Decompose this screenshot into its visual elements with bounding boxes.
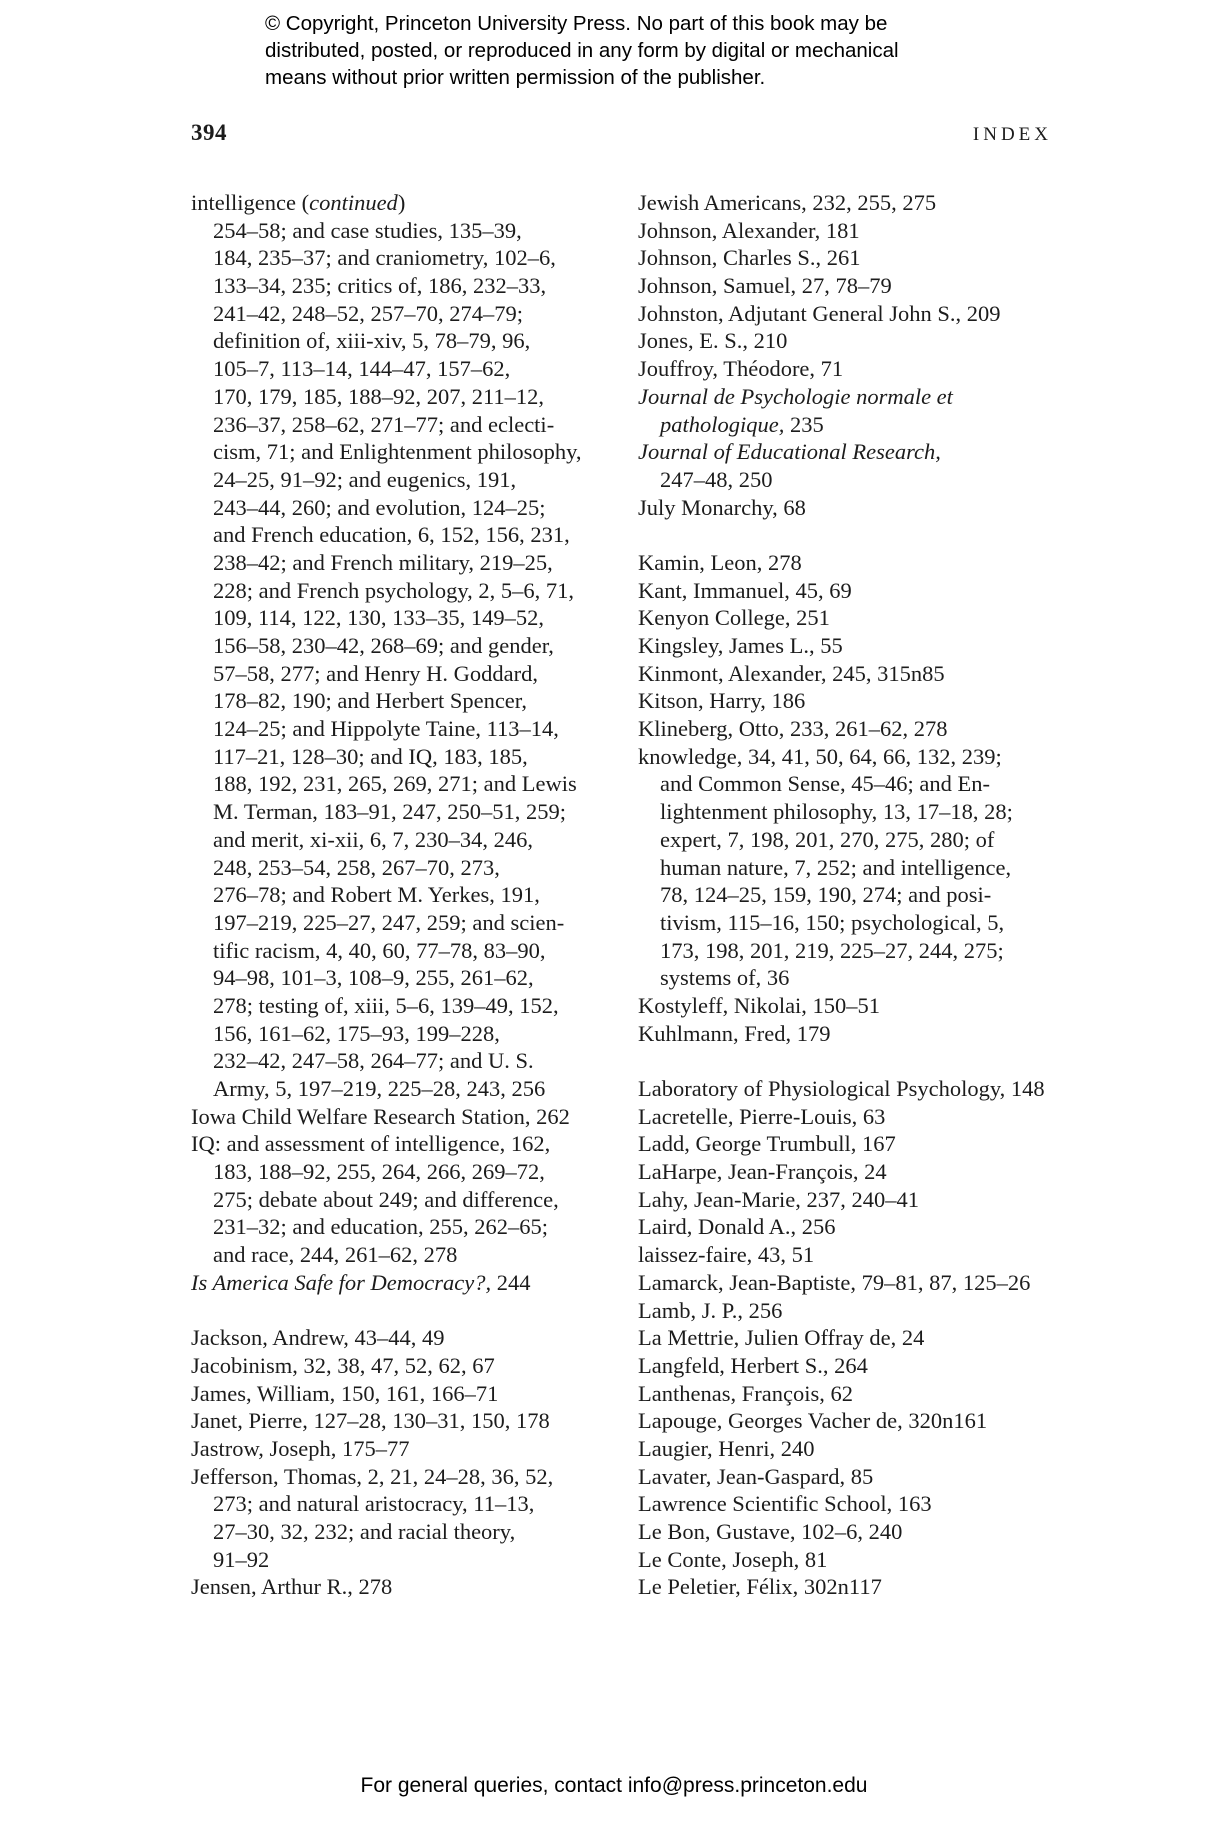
index-entry-line [638,272,1078,300]
entry-text: 178–82, 190; and Herbert Spencer, [213,688,528,714]
entry-text: 109, 114, 122, 130, 133–35, 149–52, [213,605,545,631]
index-subentry-line [191,1241,621,1269]
index-entry-line [191,1103,621,1131]
index-entry-line [191,1130,621,1158]
entry-text: 156–58, 230–42, 268–69; and gender, [213,633,554,658]
entry-text: Kostyleff, Nikolai, 150–51 [638,992,881,1018]
entry-text: 243–44, 260; and evolution, 124–25; [213,494,546,520]
entry-text: 247–48, 250 [660,466,773,492]
entry-spacer [191,1297,621,1325]
index-subentry-line [191,549,621,577]
entry-text: expert, 7, 198, 201, 270, 275, 280; of [660,826,995,852]
index-subentry-line [191,383,621,411]
index-subentry-line [191,272,621,300]
index-subentry-line [191,577,621,605]
index-entry-line [191,1573,621,1601]
entry-text: 183, 188–92, 255, 264, 266, 269–72, [213,1159,545,1185]
entry-spacer [638,1047,1078,1075]
entry-text: Klineberg, Otto, 233, 261–62, 278 [638,716,948,742]
index-subentry-line [191,244,621,272]
index-entry-line [191,1463,621,1491]
entry-text: 78, 124–25, 159, 190, 274; and posi- [660,882,992,908]
index-entry-line [638,300,1078,328]
entry-text: 91–92 [213,1546,270,1572]
entry-text: laissez-faire, 43, 51 [638,1242,815,1268]
entry-text: 241–42, 248–52, 257–70, 274–79; [213,300,524,326]
index-subentry-line [191,687,621,715]
entry-text: tific racism, 4, 40, 60, 77–78, 83–90, [213,937,546,963]
entry-text: Langfeld, Herbert S., 264 [638,1352,868,1378]
index-subentry-line [191,964,621,992]
index-entry-line [191,189,621,217]
index-subentry-line [191,1213,621,1241]
index-subentry-line [191,1047,621,1075]
entry-text: knowledge, 34, 41, 50, 64, 66, 132, 239; [638,743,1002,769]
entry-text: Army, 5, 197–219, 225–28, 243, 256 [213,1076,546,1101]
entry-text: Lapouge, Georges Vacher de, 320n161 [638,1408,988,1434]
index-subentry-line [638,411,1078,439]
entry-text: ) [397,190,406,215]
entry-text: Lanthenas, François, 62 [638,1380,853,1406]
footer-contact: For general queries, contact info@press.princeton.edu [360,1774,868,1797]
index-entry-line [638,438,1078,466]
entry-text: Ladd, George Trumbull, 167 [638,1131,896,1157]
entry-text: 170, 179, 185, 188–92, 207, 211–12, [213,383,545,409]
italic-title-text: continued [309,190,398,215]
entry-text: systems of, 36 [660,965,790,991]
entry-text: James, William, 150, 161, 166–71 [191,1380,499,1406]
index-entry-line [638,1407,1078,1435]
entry-text: La Mettrie, Julien Offray de, 24 [638,1325,925,1351]
index-entry-line [638,715,1078,743]
index-subentry-line [191,854,621,882]
entry-text: Janet, Pierre, 127–28, 130–31, 150, 178 [191,1408,550,1434]
entry-text: 57–58, 277; and Henry H. Goddard, [213,660,538,686]
entry-text: Jouffroy, Théodore, 71 [638,356,844,382]
copyright-line: © Copyright, Princeton University Press. No part of this book may be [265,12,888,35]
entry-text: Le Bon, Gustave, 102–6, 240 [638,1519,903,1544]
index-subentry-line [638,964,1078,992]
index-entry-line [638,1213,1078,1241]
entry-text: lightenment philosophy, 13, 17–18, 28; [660,799,1013,825]
entry-text: Lawrence Scientific School, 163 [638,1491,932,1517]
index-subentry-line [191,438,621,466]
entry-text: Kinmont, Alexander, 245, 315n85 [638,660,945,686]
entry-text: 273; and natural aristocracy, 11–13, [213,1491,535,1517]
index-entry-line [191,1352,621,1380]
entry-text: Johnson, Samuel, 27, 78–79 [638,273,892,299]
entry-text: 238–42; and French military, 219–25, [213,549,553,575]
index-entry-line [638,494,1078,522]
italic-title-text: Journal de Psychologie normale et [638,383,953,409]
entry-text: 236–37, 258–62, 271–77; and eclecti- [213,411,555,437]
index-subentry-line [191,355,621,383]
entry-text: and Common Sense, 45–46; and En- [660,771,990,797]
entry-text: 248, 253–54, 258, 267–70, 273, [213,854,500,880]
entry-text: Kitson, Harry, 186 [638,688,806,714]
entry-text: 231–32; and education, 255, 262–65; [213,1214,548,1240]
entry-text: Kenyon College, 251 [638,605,830,631]
index-entry-line [638,1435,1078,1463]
entry-text: 133–34, 235; critics of, 186, 232–33, [213,273,547,299]
index-entry-line [638,992,1078,1020]
index-subentry-line [638,937,1078,965]
index-subentry-line [191,992,621,1020]
entry-text: Le Conte, Joseph, 81 [638,1546,828,1572]
index-entry-line [638,217,1078,245]
index-entry-line [638,1463,1078,1491]
entry-text: 124–25; and Hippolyte Taine, 113–14, [213,716,559,742]
entry-text: Jacobinism, 32, 38, 47, 52, 62, 67 [191,1352,495,1378]
index-entry-line [638,189,1078,217]
index-subentry-line [191,327,621,355]
index-subentry-line [191,1490,621,1518]
entry-text: Johnson, Alexander, 181 [638,217,860,243]
entry-text: Johnston, Adjutant General John S., 209 [638,300,1001,326]
index-entry-line [638,1573,1078,1601]
entry-text: and merit, xi-xii, 6, 7, 230–34, 246, [213,826,533,852]
index-subentry-line [191,937,621,965]
index-entry-line [638,549,1078,577]
entry-text: Jastrow, Joseph, 175–77 [191,1435,410,1461]
entry-text: 156, 161–62, 175–93, 199–228, [213,1020,500,1046]
index-entry-line [638,1352,1078,1380]
index-entry-line [638,743,1078,771]
entry-text: Johnson, Charles S., 261 [638,245,861,271]
index-entry-line [191,1407,621,1435]
entry-text: 117–21, 128–30; and IQ, 183, 185, [213,743,528,769]
index-entry-line [191,1380,621,1408]
index-subentry-line [191,770,621,798]
copyright-line: distributed, posted, or reproduced in any form by digital or mechanical [265,39,899,62]
entry-text: cism, 71; and Enlightenment philosophy, [213,439,582,465]
index-subentry-line [638,466,1078,494]
entry-text: Kant, Immanuel, 45, 69 [638,577,852,603]
index-entry-line [638,687,1078,715]
index-subentry-line [191,521,621,549]
entry-text: 94–98, 101–3, 108–9, 255, 261–62, [213,965,534,991]
entry-text: 235 [784,411,824,437]
index-subentry-line [191,300,621,328]
index-subentry-line [638,909,1078,937]
entry-text: 184, 235–37; and craniometry, 102–6, [213,245,556,271]
index-entry-line [638,1324,1078,1352]
entry-text: intelligence ( [191,190,310,215]
entry-text: Le Peletier, Félix, 302n117 [638,1574,882,1600]
entry-text: Iowa Child Welfare Research Station, 262 [191,1103,570,1129]
index-subentry-line [191,1020,621,1048]
index-entry-line [638,1297,1078,1325]
italic-title-text: Journal of Educational Research, [638,439,941,465]
index-entry-line [638,1186,1078,1214]
entry-text: 276–78; and Robert M. Yerkes, 191, [213,882,540,908]
index-entry-line [638,1020,1078,1048]
index-subentry-line [191,217,621,245]
entry-text: definition of, xiii-xiv, 5, 78–79, 96, [213,328,531,354]
entry-text: Lavater, Jean-Gaspard, 85 [638,1463,874,1489]
index-entry-line [638,604,1078,632]
index-subentry-line [191,1546,621,1574]
entry-text: Jones, E. S., 210 [638,328,788,354]
entry-text: IQ: and assessment of intelligence, 162, [191,1131,551,1157]
index-entry-line [638,1130,1078,1158]
index-subentry-line [191,1158,621,1186]
entry-text: Kuhlmann, Fred, 179 [638,1020,831,1046]
index-column-right [638,189,1078,1601]
entry-text: Kingsley, James L., 55 [638,633,843,658]
index-entry-line [638,1518,1078,1546]
index-subentry-line [191,1075,621,1103]
index-entry-line [638,1075,1078,1103]
entry-text: 244 [491,1269,531,1295]
index-subentry-line [638,826,1078,854]
index-subentry-line [191,632,621,660]
entry-text: Jefferson, Thomas, 2, 21, 24–28, 36, 52, [191,1463,554,1489]
entry-text: Lacretelle, Pierre-Louis, 63 [638,1103,886,1129]
entry-text: Jackson, Andrew, 43–44, 49 [191,1325,445,1351]
entry-text: 197–219, 225–27, 247, 259; and scien- [213,909,565,935]
index-entry-line [191,1324,621,1352]
entry-text: tivism, 115–16, 150; psychological, 5, [660,909,1005,935]
entry-text: and race, 244, 261–62, 278 [213,1242,458,1268]
index-subentry-line [638,798,1078,826]
entry-text: 188, 192, 231, 265, 269, 271; and Lewis [213,771,577,797]
entry-text: and French education, 6, 152, 156, 231, [213,522,570,548]
index-entry-line [638,1546,1078,1574]
index-subentry-line [191,604,621,632]
index-entry-line [638,355,1078,383]
entry-text: 254–58; and case studies, 135–39, [213,217,522,243]
entry-text: 27–30, 32, 232; and racial theory, [213,1519,516,1544]
entry-text: 228; and French psychology, 2, 5–6, 71, [213,577,574,603]
index-entry-line [638,1269,1078,1297]
index-subentry-line [191,411,621,439]
index-subentry-line [638,854,1078,882]
index-subentry-line [191,909,621,937]
index-subentry-line [191,743,621,771]
index-subentry-line [191,798,621,826]
index-subentry-line [191,660,621,688]
index-entry-line [638,577,1078,605]
entry-text: LaHarpe, Jean-François, 24 [638,1159,887,1185]
index-subentry-line [638,881,1078,909]
entry-text: M. Terman, 183–91, 247, 250–51, 259; [213,799,566,825]
index-subentry-line [191,826,621,854]
index-entry-line [638,1241,1078,1269]
index-subentry-line [638,770,1078,798]
copyright-line: means without prior written permission of the publisher. [265,66,766,89]
entry-text: 105–7, 113–14, 144–47, 157–62, [213,356,511,382]
entry-text: Lahy, Jean-Marie, 237, 240–41 [638,1186,919,1212]
index-column-left [191,189,621,1601]
index-entry-line [191,1435,621,1463]
entry-text: human nature, 7, 252; and intelligence, [660,854,1012,880]
entry-text: Jewish Americans, 232, 255, 275 [638,190,937,215]
index-subentry-line [191,881,621,909]
index-entry-line [638,327,1078,355]
entry-text: Lamb, J. P., 256 [638,1297,783,1323]
entry-text: Jensen, Arthur R., 278 [191,1574,393,1600]
running-head: INDEX [972,124,1052,145]
copyright-notice [265,10,1025,91]
index-subentry-line [191,1186,621,1214]
entry-text: Laboratory of Physiological Psychology, 148 [638,1076,1045,1101]
italic-title-text: Is America Safe for Democracy?, [191,1269,492,1295]
entry-text: 173, 198, 201, 219, 225–27, 244, 275; [660,937,1004,963]
index-entry-line [638,1158,1078,1186]
index-subentry-line [191,715,621,743]
entry-text: 275; debate about 249; and difference, [213,1186,559,1212]
entry-text: Laird, Donald A., 256 [638,1214,836,1240]
index-subentry-line [191,466,621,494]
entry-text: Laugier, Henri, 240 [638,1435,815,1461]
index-entry-line [638,632,1078,660]
index-entry-line [191,1269,621,1297]
index-subentry-line [191,1518,621,1546]
entry-text: Lamarck, Jean-Baptiste, 79–81, 87, 125–26 [638,1269,1031,1295]
index-entry-line [638,244,1078,272]
entry-text: Kamin, Leon, 278 [638,549,802,575]
entry-text: 278; testing of, xiii, 5–6, 139–49, 152, [213,992,559,1018]
index-entry-line [638,1103,1078,1131]
index-entry-line [638,1380,1078,1408]
entry-text: July Monarchy, 68 [638,494,806,520]
entry-spacer [638,521,1078,549]
entry-text: 24–25, 91–92; and eugenics, 191, [213,466,517,492]
index-entry-line [638,1490,1078,1518]
page-number: 394 [191,120,227,145]
index-entry-line [638,660,1078,688]
index-subentry-line [191,494,621,522]
entry-text: 232–42, 247–58, 264–77; and U. S. [213,1048,534,1074]
italic-title-text: pathologique, [660,411,785,437]
index-entry-line [638,383,1078,411]
